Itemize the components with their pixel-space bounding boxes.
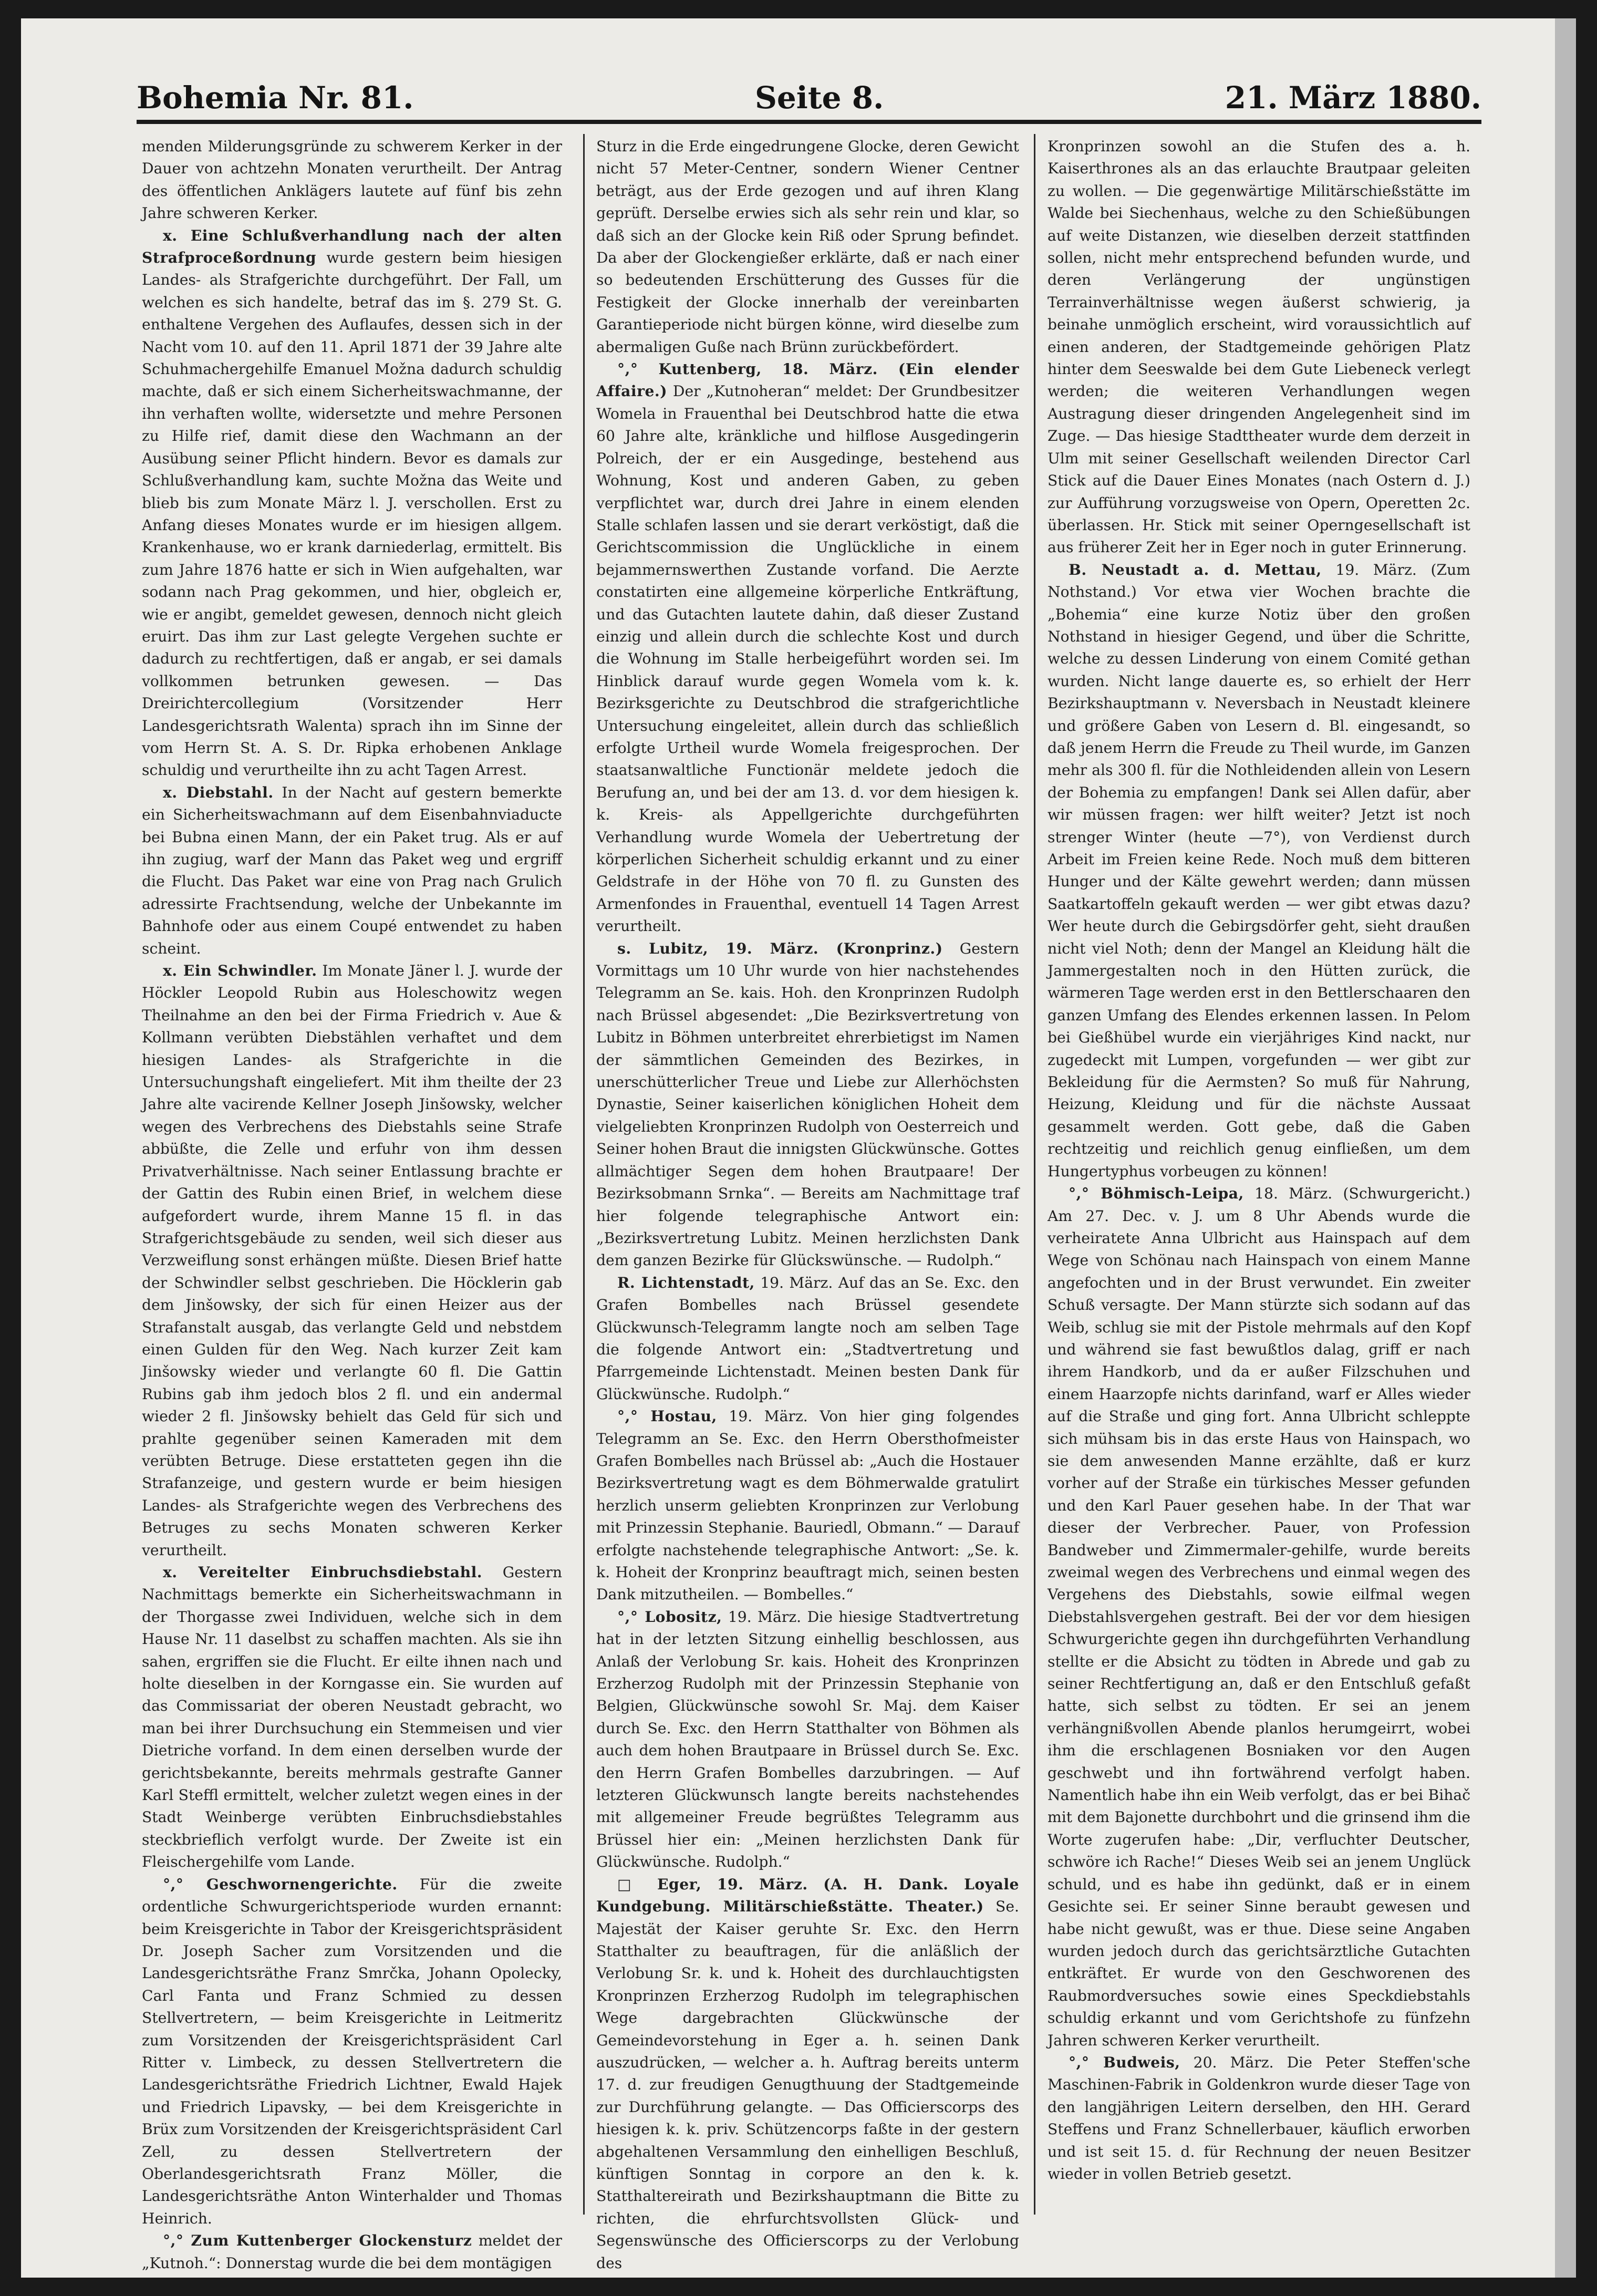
article-body: meldet der „Kutnoh.“: Donnerstag wurde die bei dem montägigen xyxy=(142,2232,563,2272)
article-body: Im Monate Jäner l. J. wurde der Höckler Leopold Rubin aus Holeschowitz wegen Theilnahme an den bei der Firma Friedrich v. Aue & Kollmann verübten Diebstählen verhaftet und dem hiesigen Landes- als Strafgerichte in die Untersuchungshaft eingeliefert. Mit ihm theilte der 23 Jahre alte vacirende Kellner Joseph Jinšowsky, welcher wegen des Verbrechens des Diebstahls seine Strafe abbüßte, die Zelle und erfuhr von ihm dessen Privatverhältnisse. Nach seiner Entlassung brachte er der Gattin des Rubin einen Brief, in welchem diese aufgefordert wurde, ihrem Manne 15 fl. in das Strafgerichtsgebäude zu senden, weil sich dieser aus Verzweiflung sonst erhängen müßte. Diesen Brief hatte der Schwindler selbst geschrieben. Die Höcklerin gab dem Jinšowsky, der sich für einen Heizer aus der Strafanstalt ausgab, das verlangte Geld und nebstdem einen Gulden für den Weg. Nach kurzer Zeit kam Jinšowsky wieder und verlangte 60 fl. Die Gattin Rubins gab ihm jedoch blos 2 fl. und ein andermal wieder 2 fl. Jinšowsky behielt das Geld für sich und prahlte gegenüber seinen Kameraden mit dem verübten Betruge. Diese erstatteten gegen ihn die Strafanzeige, und gestern wurde er beim hiesigen Landes- als Strafgerichte wegen des Verbrechens des Betruges zu sechs Monaten schweren Kerker verurtheilt. xyxy=(142,962,562,1559)
article-headline: °,° Böhmisch-Leipa, xyxy=(1069,1185,1244,1203)
article-body: 18. März. (Schwurgericht.) Am 27. Dec. v. J. um 8 Uhr Abends wurde die verheiratete Anna Ulbricht aus Hainspach auf dem Wege von Schönau nach Hainspach von einem Manne angefochten und in der Brust verwundet. Ein zweiter Schuß versagte. Der Mann stürzte sich sodann auf das Weib, schlug sie mit der Pistole mehrmals auf den Kopf und während sie fast bewußtlos dalag, griff er nach ihrem Handkorb, und da er außer Filzschuhen und einem Haarzopfe nichts darinfand, warf er Alles wieder auf die Straße und ging fort. Anna Ulbricht schleppte sich mühsam bis in das erste Haus von Hainspach, wo sie dem anwesenden Manne erzählte, daß er kurz vorher auf der Straße ein türkisches Messer gefunden und den Karl Pauer gesehen habe. In der That war dieser der Verbrecher. Pauer, von Profession Bandweber und Zimmermaler-gehilfe, wurde bereits zweimal wegen des Verbrechens und einmal wegen des Vergehens des Diebstahls, sowie eilfmal wegen Diebstahlsvergehen gestraft. Bei der vor dem hiesigen Schwurgerichte gegen ihn durchgeführten Verhandlung stellte er die Absicht zu tödten in Abrede und gab zu seiner Rechtfertigung an, daß er den Entschluß gefaßt hatte, sich selbst zu tödten. Er sei an jenem verhängnißvollen Abende planlos herumgeirrt, wobei ihm die erschlagenen Bosniaken vor den Augen geschwebt und ihn fortwährend verfolgt haben. Namentlich habe ihn ein Weib verfolgt, das er bei Bihač mit dem Bajonette durchbohrt und die grinsend ihm die Worte zugerufen habe: „Dir, verfluchter Deutscher, schwöre ich Rache!“ Dieses Weib sei an jenem Unglück schuld, und es habe ihn gedünkt, daß er in einem Gesichte sei. Er seiner Sinne beraubt gewesen und habe nicht gewußt, was er thue. Diese seine Angaben wurden jedoch durch das gerichtsärztliche Gutachten entkräftet. Er wurde von den Geschworenen des Raubmordversuches sowie eines Speckdiebstahls schuldig erkannt und vom Gerichtshofe zu fünfzehn Jahren schweren Kerker verurtheilt. xyxy=(1048,1185,1470,2049)
article-headline: x. Ein Schwindler. xyxy=(163,962,317,980)
article-body: 20. März. Die Peter Steffen'sche Maschinen-Fabrik in Goldenkron wurde dieser Tage von den langjährigen Leitern derselben, den HH. Gerard Steffens und Franz Schnellerbauer, käuflich erworben und ist seit 15. d. für Rechnung der neuen Besitzer wieder in vollen Betrieb gesetzt. xyxy=(1048,2053,1470,2183)
article-body: 19. März. Auf das an Se. Exc. den Grafen Bombelles nach Brüssel gesendete Glückwunsch-Telegramm langte noch am selben Tage die folgende Antwort ein: „Stadtvertretung und Pfarrgemeinde Lichtenstadt. Meinen besten Dank für Glückwünsche. Rudolph.“ xyxy=(596,1274,1019,1403)
article-body: Gestern Nachmittags bemerkte ein Sicherheitswachmann in der Thorgasse zwei Individuen, welche sich in dem Hause Nr. 11 daselbst zu schaffen machten. Als sie ihn sahen, ergriffen sie die Flucht. Er eilte ihnen nach und holte dieselben in der Korngasse ein. Sie wurden auf das Commissariat der oberen Neustadt gebracht, wo man bei ihrer Durchsuchung ein Stemmeisen und vier Dietriche vorfand. In dem einen derselben wurde der gerichtsbekannte, bereits mehrmals gestrafte Ganner Karl Steffl ermittelt, welcher zuletzt wegen eines in der Stadt Weinberge verübten Einbruchsdiebstahles steckbrieflich verfolgt wurde. Der Zweite ist ein Fleischergehilfe vom Lande. xyxy=(142,1564,562,1871)
article-paragraph xyxy=(596,1606,1019,1874)
article-headline: B. Neustadt a. d. Mettau, xyxy=(1069,561,1322,578)
article-headline: °,° Hostau, xyxy=(617,1408,717,1425)
article-body: Se. Majestät der Kaiser geruhte Sr. Exc. den Herrn Statthalter zu beauftragen, für die anläßlich der Verlobung Sr. k. und k. Hoheit des durchlauchtigsten Kronprinzen Erzherzog Rudolph im telegraphischen Wege dargebrachten Glückwünsche der Gemeindevorstehung in Eger a. h. seinen Dank auszudrücken, — welcher a. h. Auftrag bereits unterm 17. d. zur freudigen Genugthuung der Stadtgemeinde zur Durchführung gelangte. — Das Officierscorps des hiesigen k. k. priv. Schützencorps faßte in der gestern abgehaltenen Versammlung den einhelligen Beschluß, künftigen Sonntag in corpore an den k. k. Statthaltereirath und Bezirkshauptmann die Bitte zu richten, die ehrfurchtsvollsten Glück- und Segenswünsche des Officierscorps zu der Verlobung des xyxy=(596,1898,1019,2272)
article-paragraph xyxy=(1048,136,1470,559)
header-page-number: Seite 8. xyxy=(755,80,884,116)
header-publication: Bohemia Nr. 81. xyxy=(137,80,414,116)
article-body: 19. März. Von hier ging folgendes Telegramm an Se. Exc. den Herrn Obersthofmeister Grafen Bombelles nach Brüssel ab: „Auch die Hostauer Bezirksvertretung wagt es dem Böhmerwalde gratulirt herzlich unserm geliebten Kronprinzen zur Verlobung mit Prinzessin Stephanie. Bauriedl, Obmann.“ — Darauf erfolgte nachstehende telegraphische Antwort: „Se. k. k. Hoheit der Kronprinz beauftragt mich, seinen besten Dank mitzutheilen. — Bombelles.“ xyxy=(596,1408,1019,1604)
article-body: Kronprinzen sowohl an die Stufen des a. h. Kaiserthrones als an das erlauchte Brautpaar geleiten zu wollen. — Die gegenwärtige Militärschießstätte im Walde bei Siechenhaus, welche zu den Schießübungen auf weite Distanzen, wie dieselben derzeit stattfinden sollen, nicht mehr entsprechend befunden wurde, und deren Verlängerung der ungünstigen Terrainverhältnisse wegen äußerst schwierig, ja beinahe unmöglich erscheint, wird voraussichtlich auf einen anderen, der Stadtgemeinde gehörigen Platz hinter dem Seeswalde bei dem Gute Liebeneck verlegt werden; die weiteren Verhandlungen wegen Austragung dieser dringenden Angelegenheit sind im Zuge. — Das hiesige Stadttheater wurde dem derzeit in Ulm mit seiner Gesellschaft weilenden Director Carl Stick auf die Dauer Eines Monates (nach Ostern d. J.) zur Aufführung vorzugsweise von Opern, Operetten 2c. überlassen. Hr. Stick mit seiner Operngesellschaft ist aus früherer Zeit her in Eger noch in guter Erinnerung. xyxy=(1048,138,1470,556)
article-paragraph xyxy=(142,2230,562,2274)
article-paragraph xyxy=(596,1405,1019,1606)
article-headline: R. Lichtenstadt, xyxy=(617,1274,755,1291)
text-column-2 xyxy=(596,136,1019,2272)
column-rule-1 xyxy=(583,134,585,2215)
article-paragraph xyxy=(1048,2052,1470,2185)
article-headline: °,° Geschwornengerichte. xyxy=(163,1875,398,1893)
article-paragraph xyxy=(596,136,1019,358)
article-paragraph xyxy=(142,136,562,225)
article-paragraph xyxy=(596,358,1019,938)
article-paragraph xyxy=(596,1272,1019,1405)
article-headline: □ Eger, 19. März. (A. H. Dank. Loyale Kundgebung. Militärschießstätte. Theater.) xyxy=(596,1875,1019,1916)
article-body: wurde gestern beim hiesigen Landes- als Strafgerichte durchgeführt. Der Fall, um welchen es sich handelte, betraf das im §. 279 St. G. enthaltene Vergehen des Auflaufes, dessen sich in der Nacht vom 10. auf den 11. April 1871 der 39 Jahre alte Schuhmachergehilfe Emanuel Možna dadurch schuldig machte, daß er sich einem Sicherheitswachmanne, der ihn verhaften wollte, widersetzte und mehre Personen zu Hilfe rief, damit diese den Wachmann an der Ausübung seiner Pflicht hindern. Bevor es damals zur Schlußverhandlung kam, suchte Možna das Weite und blieb bis zum Monate März l. J. verschollen. Erst zu Anfang dieses Monates wurde er im hiesigen allgem. Krankenhause, wo er krank darniederlag, ermittelt. Bis zum Jahre 1876 hatte er sich in Wien aufgehalten, war sodann nach Prag gekommen, und hier, obgleich er, wie er angibt, gemeldet gewesen, dennoch nicht gleich eruirt. Das ihm zur Last gelegte Vergehen suchte er dadurch zu rechtfertigen, daß er angab, er sei damals vollkommen betrunken gewesen. — Das Dreirichtercollegium (Vorsitzender Herr Landesgerichtsrath Walenta) sprach ihn im Sinne der vom Herrn St. A. S. Dr. Ripka erhobenen Anklage schuldig und verurtheilte ihn zu acht Tagen Arrest. xyxy=(142,249,562,779)
article-paragraph xyxy=(596,1874,1019,2274)
article-headline: s. Lubitz, 19. März. (Kronprinz.) xyxy=(617,939,943,957)
article-paragraph xyxy=(142,782,562,960)
article-paragraph xyxy=(1048,559,1470,1183)
text-column-3 xyxy=(1048,136,1470,2216)
article-headline: °,° Kuttenberg, 18. März. (Ein elender Affaire.) xyxy=(596,360,1019,400)
header-date: 21. März 1880. xyxy=(1225,80,1481,116)
article-headline: x. Diebstahl. xyxy=(163,783,274,801)
text-column-1 xyxy=(142,136,563,2272)
article-paragraph xyxy=(142,960,562,1561)
article-paragraph xyxy=(142,225,562,782)
article-paragraph xyxy=(142,1874,562,2230)
article-headline: x. Eine Schlußverhandlung nach der alten Strafproceßordnung xyxy=(142,226,562,267)
header-rule xyxy=(137,120,1481,124)
article-paragraph xyxy=(1048,1183,1470,2052)
article-headline: °,° Zum Kuttenberger Glockensturz xyxy=(163,2232,472,2250)
page-header xyxy=(137,68,1481,116)
article-paragraph xyxy=(596,938,1019,1272)
article-body: Für die zweite ordentliche Schwurgerichtsperiode wurden ernannt: beim Kreisgerichte in Tabor der Kreisgerichtspräsident Dr. Joseph Sacher zum Vorsitzenden und die Landesgerichtsräthe Franz Smrčka, Johann Opolecky, Carl Fanta und Franz Schmied zu dessen Stellvertretern, — beim Kreisgerichte in Leitmeritz zum Vorsitzenden der Kreisgerichtspräsident Carl Ritter v. Limbeck, zu dessen Stellvertretern die Landesgerichtsräthe Friedrich Lichtner, Ewald Hajek und Friedrich Lipavsky, — bei dem Kreisgerichte in Brüx zum Vorsitzenden der Kreisgerichtspräsident Carl Zell, zu dessen Stellvertretern der Oberlandesgerichtsrath Franz Möller, die Landesgerichtsräthe Anton Winterhalder und Thomas Heinrich. xyxy=(142,1875,562,2227)
article-paragraph xyxy=(142,1561,562,1874)
article-body: 19. März. (Zum Nothstand.) Vor etwa vier Wochen brachte die „Bohemia“ eine kurze Notiz über den großen Nothstand in hiesiger Gegend, und über die Schritte, welche zu dessen Linderung von einem Comité gethan wurden. Nicht lange dauerte es, so erhielt der Herr Bezirkshauptmann v. Neversbach in Neustadt kleinere und größere Gaben von Lesern d. Bl. eingesandt, so daß jenem Herrn die Freude zu Theil wurde, im Ganzen mehr als 300 fl. für die Nothleidenden allein von Lesern der Bohemia zu empfangen! Dank sei Allen dafür, aber wir müssen fragen: wer hilft weiter? Jetzt ist noch strenger Winter (heute —7°), von Verdienst durch Arbeit im Freien keine Rede. Noch muß dem bitteren Hunger und der Kälte gewehrt werden; dann müssen Saatkartoffeln gekauft werden — wer gibt etwas dazu? Wer heute durch die Gebirgsdörfer geht, sieht draußen nicht viel Noth; denn der Mangel an Kleidung hält die Jammergestalten noch in den Hütten zurück, die wärmeren Tage werden erst in den Bettlerschaaren den ganzen Umfang des Elendes erkennen lassen. In Pelom bei Gießhübel wurde ein vierjähriges Kind nackt, nur zugedeckt mit Lumpen, vorgefunden — wer gibt zur Bekleidung für die Aermsten? So muß für Nahrung, Heizung, Kleidung und für die nächste Aussaat gesammelt werden. Gott gebe, daß die Gaben rechtzeitig und reichlich genug einfließen, um dem Hungertyphus vorbeugen zu können! xyxy=(1048,561,1470,1180)
article-body: Gestern Vormittags um 10 Uhr wurde von hier nachstehendes Telegramm an Se. kais. Hoh. den Kronprinzen Rudolph nach Brüssel abgesendet: „Die Bezirksvertretung von Lubitz in Böhmen unterbreitet ehrerbietigst im Namen der sämmtlichen Gemeinden des Bezirkes, in unerschütterlicher Treue und Liebe zur Allerhöchsten Dynastie, Seiner kaiserlichen königlichen Hoheit dem vielgeliebten Kronprinzen Rudolph von Oesterreich und Seiner hohen Braut die innigsten Glückwünsche. Gottes allmächtiger Segen dem hohen Brautpaare! Der Bezirksobmann Srnka“. — Bereits am Nachmittage traf hier folgende telegraphische Antwort ein: „Bezirksvertretung Lubitz. Meinen herzlichsten Dank dem ganzen Bezirke für Glückswünsche. — Rudolph.“ xyxy=(596,939,1019,1269)
article-body: Sturz in die Erde eingedrungene Glocke, deren Gewicht nicht 57 Meter-Centner, sondern Wiener Centner beträgt, aus der Erde gezogen und auf ihren Klang geprüft. Derselbe erwies sich als sehr rein und klar, so daß sich an der Glocke kein Riß oder Sprung befindet. Da aber der Glockengießer erklärte, daß er nach einer so bedeutenden Erschütterung des Gusses für die Festigkeit der Glocke innerhalb der vereinbarten Garantieperiode nicht bürgen könne, wird dieselbe zum abermaligen Guße nach Brünn zurückbefördert. xyxy=(596,138,1019,356)
article-headline: °,° Budweis, xyxy=(1069,2053,1180,2071)
column-rule-2 xyxy=(1034,134,1035,2215)
article-headline: °,° Lobositz, xyxy=(617,1608,722,1626)
article-body: In der Nacht auf gestern bemerkte ein Sicherheitswachmann auf dem Eisenbahnviaducte bei Bubna einen Mann, der ein Paket trug. Als er auf ihn zugiug, warf der Mann das Paket weg und ergriff die Flucht. Das Paket war eine von Prag nach Grulich adressirte Frachtsendung, welche der Unbekannte im Bahnhofe oder aus einem Coupé entwendet zu haben scheint. xyxy=(142,783,562,957)
article-body: 19. März. Die hiesige Stadtvertretung hat in der letzten Sitzung einhellig beschlossen, aus Anlaß der Verlobung Sr. kais. Hoheit des Kronprinzen Erzherzog Rudolph mit der Prinzessin Stephanie von Belgien, Glückwünsche sowohl Sr. Maj. dem Kaiser durch Se. Exc. den Herrn Statthalter von Böhmen als auch dem hohen Brautpaare in Brüssel durch Se. Exc. den Herrn Grafen Bombelles darzubringen. — Auf letzteren Glückwunsch langte bereits nachstehendes mit allgemeiner Freude begrüßtes Telegramm aus Brüssel hier ein: „Meinen herzlichsten Dank für Glückwünsche. Rudolph.“ xyxy=(596,1608,1019,1871)
article-headline: x. Vereitelter Einbruchsdiebstahl. xyxy=(163,1564,483,1581)
article-body: menden Milderungsgründe zu schwerem Kerker in der Dauer von achtzehn Monaten verurtheilt. Der Antrag des öffentlichen Anklägers lautete auf fünf bis zehn Jahre schweren Kerker. xyxy=(142,138,562,222)
page-edge-shadow xyxy=(1555,18,1576,2278)
article-body: Der „Kutnoheran“ meldet: Der Grundbesitzer Womela in Frauenthal bei Deutschbrod hatte die etwa 60 Jahre alte, kränkliche und hilflose Ausgedingerin Polreich, der er ein Ausgedinge, bestehend aus Wohnung, Kost und anderen Gaben, zu geben verpflichtet war, durch drei Jahre in einem elenden Stalle schlafen lassen und sie derart verköstigt, daß die Gerichtscommission die Unglückliche in einem bejammernswerthen Zustande vorfand. Die Aerzte constatirten eine allgemeine körperliche Entkräftung, und das Gutachten lautete dahin, daß dieser Zustand einzig und allein durch die schlechte Kost und durch die Wohnung im Stalle herbeigeführt worden sei. Im Hinblick darauf wurde gegen Womela vom k. k. Bezirksgerichte zu Deutschbrod die strafgerichtliche Untersuchung eingeleitet, allein durch das schließlich erfolgte Urtheil wurde Womela freigesprochen. Der staatsanwaltliche Functionär meldete jedoch die Berufung an, und bei der am 13. d. vor dem hiesigen k. k. Kreis- als Appellgerichte durchgeführten Verhandlung wurde Womela der Uebertretung der körperlichen Sicherheit schuldig erkannt und zu einer Geldstrafe in der Höhe von 70 fl. zu Gunsten des Armenfondes in Frauenthal, eventuell 14 Tagen Arrest verurtheilt. xyxy=(596,382,1019,935)
